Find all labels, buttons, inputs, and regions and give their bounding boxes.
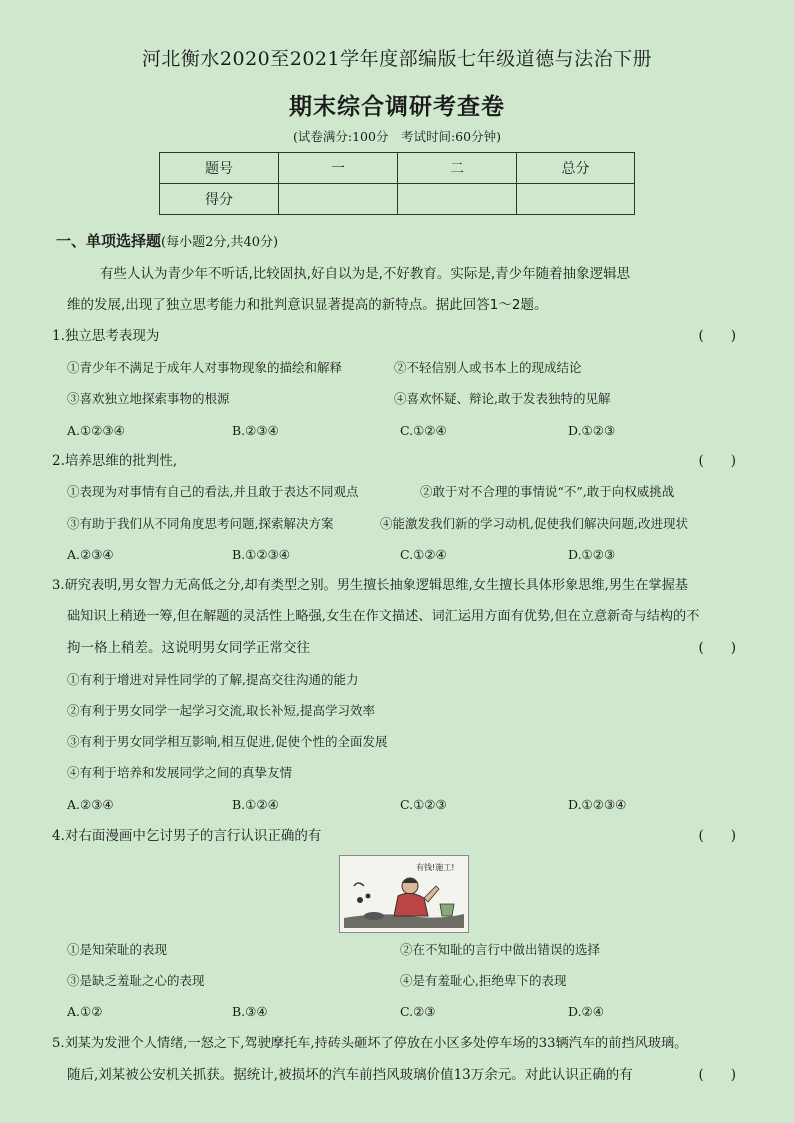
question-1-stem: 1.独立思考表现为 — [52, 328, 160, 344]
q3-statement-1: ①有利于增进对异性同学的了解,提高交往沟通的能力 — [67, 672, 359, 687]
q1-statement-3: ③喜欢独立地探索事物的根源 — [67, 391, 230, 406]
score-table-header-row — [160, 153, 635, 184]
q1-statement-4: ④喜欢怀疑、辩论,敢于发表独特的见解 — [394, 391, 611, 406]
q4-statement-4: ④是有羞耻心,拒绝卑下的表现 — [400, 973, 567, 988]
answer-blank-1[interactable]: ( ) — [698, 328, 736, 344]
q1-option-b[interactable]: B.②③④ — [232, 423, 279, 438]
q4-statement-1: ①是知荣耻的表现 — [67, 942, 168, 957]
score-cell-part1: 一 — [279, 153, 398, 184]
q3-statement-4: ④有利于培养和发展同学之间的真挚友情 — [67, 765, 293, 780]
q3-option-a[interactable]: A.②③④ — [67, 797, 114, 812]
score-input-part2[interactable] — [398, 184, 517, 215]
q2-option-d[interactable]: D.①②③ — [568, 547, 616, 562]
q1-statement-2: ②不轻信别人或书本上的现成结论 — [394, 360, 582, 375]
question-2-stem: 2.培养思维的批判性, — [52, 453, 178, 469]
exam-title-line1: 河北衡水2020至2021学年度部编版七年级道德与法治下册 — [141, 48, 653, 70]
question-3-line-2: 础知识上稍逊一筹,但在解题的灵活性上略强,女生在作文描述、词汇运用方面有优势,但在立意新奇与结构的不 — [67, 609, 700, 624]
question-5-line-1: 5.刘某为发泄个人情绪,一怒之下,驾驶摩托车,持砖头砸坏了停放在小区多处停车场的33辆汽车的前挡风玻璃。 — [52, 1036, 688, 1051]
cartoon-drawing — [340, 856, 468, 932]
question-5-line-2: 随后,刘某被公安机关抓获。据统计,被损坏的汽车前挡风玻璃价值13万余元。对此认识正确的有 — [67, 1067, 633, 1083]
question-3-line-3: 拘一格上稍差。这说明男女同学正常交往 — [67, 640, 310, 656]
q1-option-d[interactable]: D.①②③ — [568, 423, 616, 438]
q1-statement-1: ①青少年不满足于成年人对事物现象的描绘和解释 — [67, 360, 343, 375]
q3-statement-2: ②有利于男女同学一起学习交流,取长补短,提高学习效率 — [67, 703, 375, 718]
score-cell-label: 题号 — [160, 153, 279, 184]
question-3-line-1: 3.研究表明,男女智力无高低之分,却有类型之别。男生擅长抽象逻辑思维,女生擅长具体形象思维,男生在掌握基 — [52, 578, 688, 593]
intro-line-1: 有些人认为青少年不听话,比较固执,好自以为是,不好教育。实际是,青少年随着抽象逻辑思 — [100, 266, 631, 282]
question-4-stem: 4.对右面漫画中乞讨男子的言行认识正确的有 — [52, 828, 322, 844]
score-cell-score-label: 得分 — [160, 184, 279, 215]
q2-statement-4: ④能激发我们新的学习动机,促使我们解决问题,改进现状 — [380, 516, 688, 531]
answer-blank-3[interactable]: ( ) — [698, 640, 736, 656]
q1-option-a[interactable]: A.①②③④ — [67, 423, 125, 438]
q3-option-c[interactable]: C.①②③ — [400, 797, 447, 812]
score-input-part1[interactable] — [279, 184, 398, 215]
score-cell-part2: 二 — [398, 153, 517, 184]
cartoon-speech-text: 有钱!施工! — [416, 863, 455, 872]
answer-blank-2[interactable]: ( ) — [698, 453, 736, 469]
answer-blank-5[interactable]: ( ) — [698, 1067, 736, 1083]
score-cell-total: 总分 — [517, 153, 635, 184]
q2-option-a[interactable]: A.②③④ — [67, 547, 114, 562]
score-table-score-row — [160, 184, 635, 215]
q2-statement-2: ②敢于对不合理的事情说“不”,敢于向权威挑战 — [420, 484, 675, 499]
section-note: (每小题2分,共40分) — [161, 235, 279, 250]
q2-statement-3: ③有助于我们从不同角度思考问题,探索解决方案 — [67, 516, 334, 531]
section-heading — [56, 230, 278, 251]
exam-title-main: 期末综合调研考查卷 — [289, 93, 505, 120]
intro-line-2: 维的发展,出现了独立思考能力和批判意识显著提高的新特点。据此回答1～2题。 — [67, 297, 548, 313]
q3-option-d[interactable]: D.①②③④ — [568, 797, 627, 812]
q4-option-b[interactable]: B.③④ — [232, 1004, 268, 1019]
exam-subtitle: (试卷满分:100分 考试时间:60分钟) — [293, 129, 501, 144]
q3-statement-3: ③有利于男女同学相互影响,相互促进,促使个性的全面发展 — [67, 734, 388, 749]
score-table — [159, 152, 635, 215]
q4-option-a[interactable]: A.①② — [67, 1004, 103, 1019]
section-title: 一、单项选择题 — [56, 232, 162, 250]
q4-option-d[interactable]: D.②④ — [568, 1004, 604, 1019]
score-input-total[interactable] — [517, 184, 635, 215]
q4-statement-2: ②在不知耻的言行中做出错误的选择 — [400, 942, 601, 957]
q2-statement-1: ①表现为对事情有自己的看法,并且敢于表达不同观点 — [67, 484, 359, 499]
q2-option-b[interactable]: B.①②③④ — [232, 547, 290, 562]
beggar-cartoon-image — [339, 855, 469, 933]
q4-statement-3: ③是缺乏羞耻之心的表现 — [67, 973, 205, 988]
answer-blank-4[interactable]: ( ) — [698, 828, 736, 844]
q1-option-c[interactable]: C.①②④ — [400, 423, 447, 438]
q3-option-b[interactable]: B.①②④ — [232, 797, 279, 812]
q2-option-c[interactable]: C.①②④ — [400, 547, 447, 562]
q4-option-c[interactable]: C.②③ — [400, 1004, 436, 1019]
